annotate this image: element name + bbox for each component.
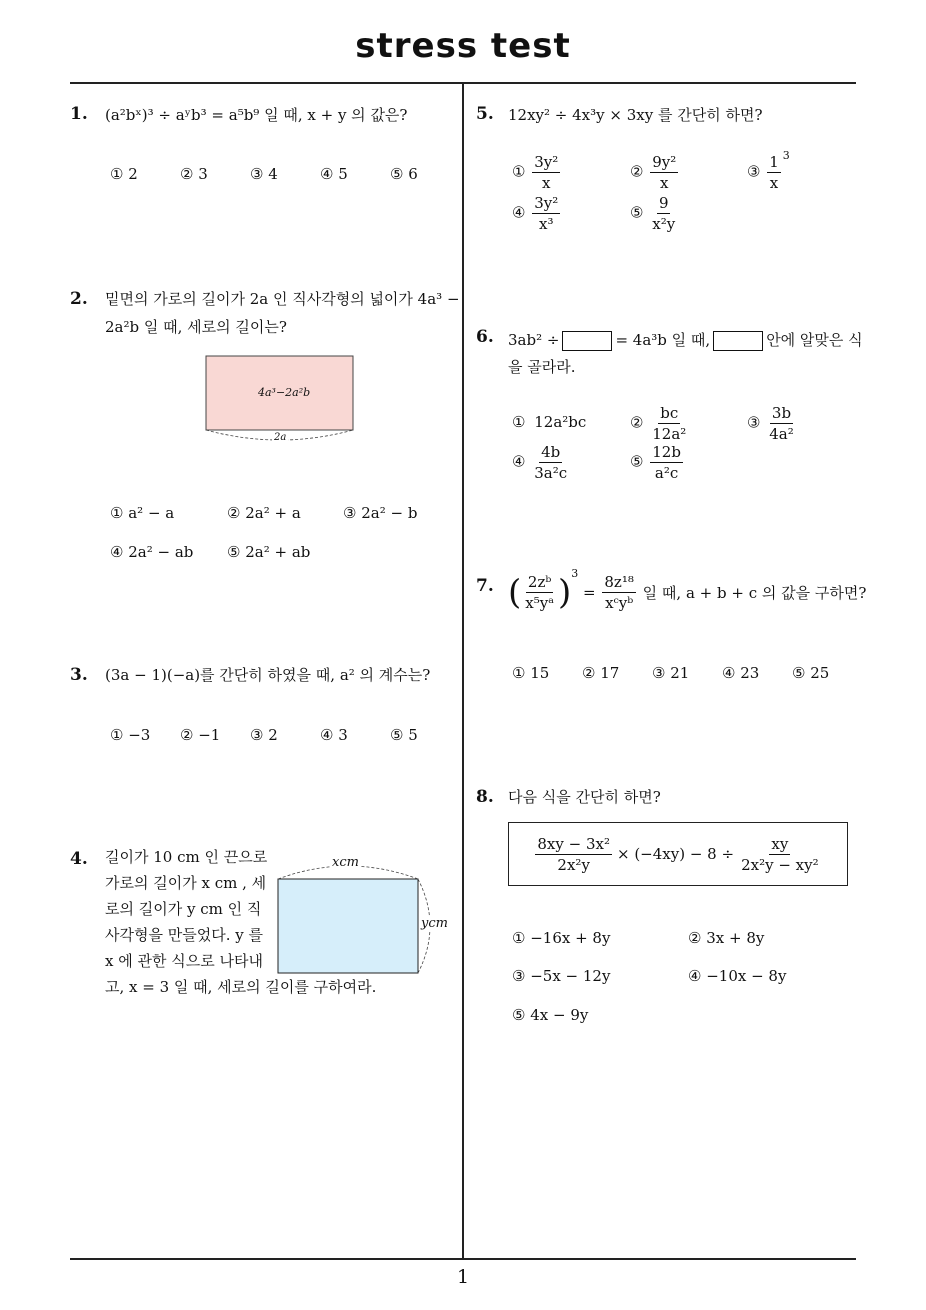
q6-choice-1[interactable]: [512, 413, 586, 431]
choice-mark: ③: [747, 413, 761, 432]
footer-rule: [70, 1258, 856, 1260]
q8-frac-1-num: 8xy − 3x²: [537, 834, 610, 853]
q8-middle: × (−4xy) − 8 ÷: [616, 845, 735, 863]
q6-choice-4[interactable]: [512, 442, 571, 483]
right-paren: ): [558, 572, 572, 613]
answer-box: [562, 331, 612, 351]
q6-expression-post: 안에 알맞은 식: [766, 331, 863, 349]
q8-choice-4[interactable]: ④ −10x − 8y: [688, 967, 787, 985]
q1-choice-2[interactable]: ② 3: [180, 165, 208, 183]
string-rectangle-figure: [270, 855, 440, 980]
question-6-line-1: [508, 325, 863, 355]
q5-choice-5-den: x²y: [652, 215, 676, 233]
question-3-text: (3a − 1)(−a)를 간단히 하였을 때, a² 의 계수는?: [105, 666, 431, 684]
q5-choice-3-den: x: [769, 174, 779, 192]
question-5-text: 12xy² ÷ 4x³y × 3xy 를 간단히 하면?: [508, 106, 763, 124]
q7-rhs-num: 8z¹⁸: [604, 573, 634, 591]
q1-choice-3[interactable]: ③ 4: [250, 165, 278, 183]
q5-choice-3[interactable]: [747, 148, 790, 193]
q1-choice-1[interactable]: ① 2: [110, 165, 138, 183]
q8-choice-5[interactable]: ⑤ 4x − 9y: [512, 1006, 589, 1024]
q8-frac-2-num: xy: [771, 834, 789, 853]
q1-choice-4[interactable]: ④ 5: [320, 165, 348, 183]
q7-choice-5[interactable]: ⑤ 25: [792, 664, 830, 682]
rectangle-area-label: 4a³−2a²b: [258, 386, 311, 399]
q1-choice-5[interactable]: ⑤ 6: [390, 165, 418, 183]
page-number: 1: [456, 1266, 470, 1288]
q3-choice-3[interactable]: ③ 2: [250, 726, 278, 744]
q2-choice-3[interactable]: ③ 2a² − b: [343, 504, 418, 522]
q5-choice-1-den: x: [542, 174, 551, 192]
q5-choice-2[interactable]: [630, 152, 680, 193]
question-6-number: 6.: [476, 327, 494, 347]
q6-choice-5-num: 12b: [652, 443, 681, 461]
q3-choice-4[interactable]: ④ 3: [320, 726, 348, 744]
q7-inner-den: x⁵yᵃ: [525, 594, 554, 612]
string-top-label: xcm: [332, 855, 359, 870]
q8-choice-2[interactable]: ② 3x + 8y: [688, 929, 765, 947]
question-8-number: 8.: [476, 787, 494, 807]
q3-choice-5[interactable]: ⑤ 5: [390, 726, 418, 744]
question-7-text: 일 때, a + b + c 의 값을 구하면?: [642, 584, 867, 602]
q7-inner-num: 2zᵇ: [527, 573, 552, 591]
choice-mark: ②: [630, 413, 644, 432]
q5-choice-2-num: 9y²: [652, 153, 677, 171]
q8-frac-1-den: 2x²y: [557, 855, 590, 874]
q5-choice-4[interactable]: [512, 193, 562, 234]
page-title: stress test: [355, 26, 571, 66]
q6-choice-2[interactable]: [630, 403, 690, 444]
q5-choice-3-num: 1: [769, 153, 779, 171]
q8-choice-1[interactable]: ① −16x + 8y: [512, 929, 611, 947]
q6-choice-1-text: 12a²bc: [534, 413, 587, 431]
q6-choice-3-den: 4a²: [769, 425, 794, 443]
q3-choice-1[interactable]: ① −3: [110, 726, 151, 744]
q7-choice-2[interactable]: ② 17: [582, 664, 620, 682]
q3-choice-2[interactable]: ② −1: [180, 726, 221, 744]
question-1-number: 1.: [70, 104, 88, 124]
choice-mark: ⑤: [630, 203, 644, 222]
q7-rhs-den: xᶜyᵇ: [605, 594, 634, 612]
question-4-line-2: 가로의 길이가 x cm , 세: [105, 874, 267, 892]
choice-mark: ④: [512, 203, 526, 222]
q6-choice-3-num: 3b: [771, 404, 792, 422]
question-7-expression: ( $\frac{\text{2zᵇ}}{\text{x⁵yᵃ}}$ )$^3$ = $\frac{\text{8z¹⁸}}{\text{xᶜyᵇ}}$ 일 때, a + b + c 의 값을 구하면?: [508, 566, 867, 613]
q6-choice-2-num: bc: [660, 404, 679, 422]
q6-choice-4-num: 4b: [541, 443, 561, 461]
question-5-number: 5.: [476, 104, 494, 124]
q5-choice-4-den: x³: [539, 215, 554, 233]
question-4-line-6: 고, x = 3 일 때, 세로의 길이를 구하여라.: [105, 978, 377, 996]
q6-choice-2-den: 12a²: [652, 425, 687, 443]
question-2-number: 2.: [70, 289, 88, 309]
q2-choice-2[interactable]: ② 2a² + a: [227, 504, 301, 522]
q7-choice-3[interactable]: ③ 21: [652, 664, 690, 682]
choice-mark: ⑤: [630, 452, 644, 471]
q5-choice-4-num: 3y²: [534, 194, 559, 212]
rectangle-width-label: 2a: [274, 432, 287, 443]
q6-choice-3[interactable]: [747, 403, 798, 444]
choice-mark: ①: [512, 162, 526, 181]
q2-choice-5[interactable]: ⑤ 2a² + ab: [227, 543, 311, 561]
choice-mark: ③: [747, 162, 761, 181]
question-6-line-2: 을 골라라.: [508, 358, 576, 376]
choice-mark: ②: [630, 162, 644, 181]
left-paren: (: [508, 572, 522, 613]
question-4-line-5: x 에 관한 식으로 나타내: [105, 952, 263, 970]
question-3-number: 3.: [70, 665, 88, 685]
q2-choice-1[interactable]: ① a² − a: [110, 504, 175, 522]
question-2-line-2: 2a²b 일 때, 세로의 길이는?: [105, 318, 287, 336]
q6-expression-mid: = 4a³b 일 때,: [615, 331, 711, 349]
q7-power: 3: [571, 566, 579, 580]
expression-box: [508, 822, 848, 886]
question-4-line-1: 길이가 10 cm 인 끈으로: [105, 848, 268, 866]
question-8-text: 다음 식을 간단히 하면?: [508, 788, 661, 806]
choice-mark: ①: [512, 413, 526, 431]
question-2-line-1: 밑면의 가로의 길이가 2a 인 직사각형의 넓이가 4a³ −: [105, 290, 460, 308]
question-7-number: 7.: [476, 576, 494, 596]
q7-choice-1[interactable]: ① 15: [512, 664, 550, 682]
q5-choice-1[interactable]: [512, 152, 562, 193]
question-4-line-3: 로의 길이가 y cm 인 직: [105, 900, 262, 918]
question-4-number: 4.: [70, 849, 88, 869]
q5-choice-5-num: 9: [658, 194, 669, 212]
q7-choice-4[interactable]: ④ 23: [722, 664, 760, 682]
string-right-label: ycm: [421, 916, 448, 931]
q6-expression-pre: 3ab² ÷: [508, 331, 560, 349]
q5-choice-1-num: 3y²: [534, 153, 559, 171]
q5-choice-3-exponent: 3: [782, 148, 790, 162]
q2-choice-4[interactable]: ④ 2a² − ab: [110, 543, 194, 561]
q6-choice-4-den: 3a²c: [534, 464, 568, 482]
choice-mark: ④: [512, 452, 526, 471]
q5-choice-5[interactable]: [630, 193, 679, 234]
column-divider: [462, 83, 464, 1259]
q8-choice-3[interactable]: ③ −5x − 12y: [512, 967, 611, 985]
q8-frac-2-den: 2x²y − xy²: [741, 855, 819, 874]
q6-choice-5[interactable]: [630, 442, 685, 483]
answer-box: [713, 331, 763, 351]
q5-choice-2-den: x: [660, 174, 669, 192]
question-4-line-4: 사각형을 만들었다. y 를: [105, 926, 263, 944]
question-1-text: (a²bˣ)³ ÷ aʸb³ = a⁵b⁹ 일 때, x + y 의 값은?: [105, 106, 408, 124]
q6-choice-5-den: a²c: [654, 464, 679, 482]
